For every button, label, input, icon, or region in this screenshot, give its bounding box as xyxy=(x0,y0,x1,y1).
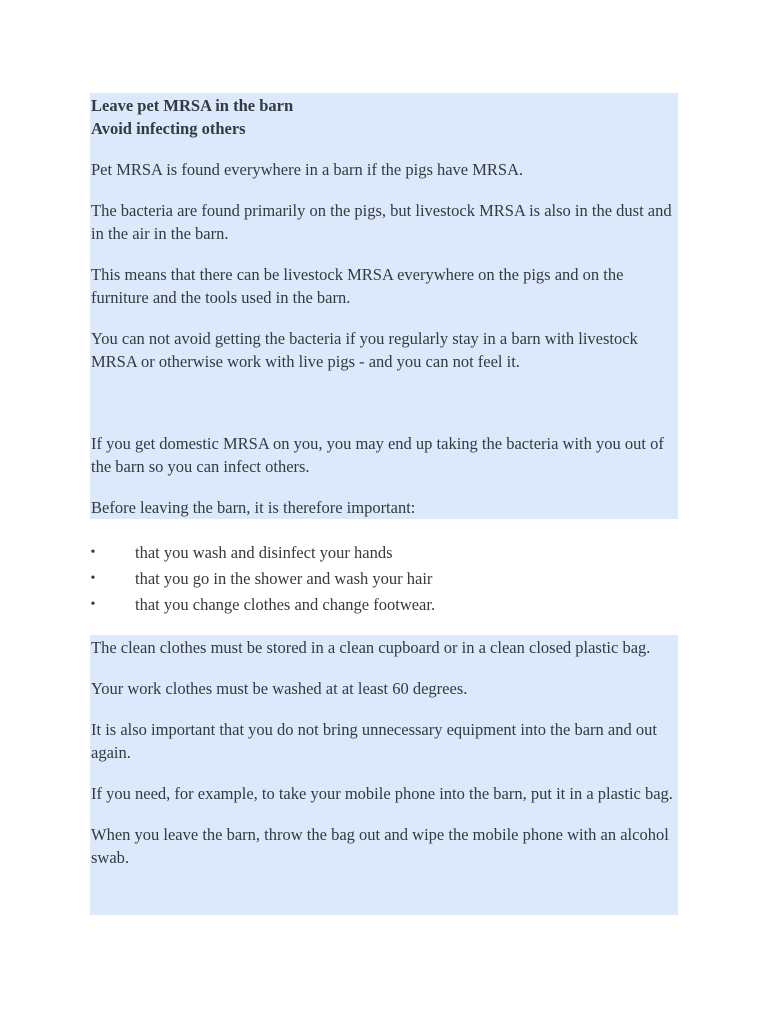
bullet-list xyxy=(90,541,678,619)
document-title: Leave pet MRSA in the barn xyxy=(91,96,294,115)
paragraph: It is also important that you do not bring unnecessary equipment into the barn and out again. xyxy=(91,720,657,762)
paragraph: This means that there can be livestock MRSA everywhere on the pigs and on the furniture and the tools used in the barn. xyxy=(91,265,624,307)
paragraph: If you need, for example, to take your mobile phone into the barn, put it in a plastic bag. xyxy=(91,784,673,803)
list-item xyxy=(90,541,678,567)
bullet-icon: • xyxy=(90,571,96,586)
bullet-icon: • xyxy=(90,545,96,560)
paragraph: The clean clothes must be stored in a clean cupboard or in a clean closed plastic bag. xyxy=(91,638,651,657)
list-item-text: that you change clothes and change footwear. xyxy=(135,595,436,614)
paragraph: You can not avoid getting the bacteria if you regularly stay in a barn with livestock MRSA or otherwise work with live pigs - and you can not feel it. xyxy=(91,329,638,371)
highlighted-section-instructions xyxy=(90,635,678,915)
paragraph: Before leaving the barn, it is therefore important: xyxy=(91,498,416,517)
document-subtitle: Avoid infecting others xyxy=(91,119,246,138)
paragraph: The bacteria are found primarily on the pigs, but livestock MRSA is also in the dust and in the air in the barn. xyxy=(91,201,672,243)
list-item xyxy=(90,593,678,619)
paragraph: Your work clothes must be washed at at least 60 degrees. xyxy=(91,679,468,698)
highlighted-section-intro xyxy=(90,93,678,519)
paragraph: Pet MRSA is found everywhere in a barn if the pigs have MRSA. xyxy=(91,160,524,179)
list-item-text: that you wash and disinfect your hands xyxy=(135,543,393,562)
paragraph: When you leave the barn, throw the bag out and wipe the mobile phone with an alcohol swab. xyxy=(91,825,669,867)
paragraph: If you get domestic MRSA on you, you may end up taking the bacteria with you out of the barn so you can infect others. xyxy=(91,434,664,476)
bullet-icon: • xyxy=(90,597,96,612)
list-item xyxy=(90,567,678,593)
list-item-text: that you go in the shower and wash your hair xyxy=(135,569,433,588)
